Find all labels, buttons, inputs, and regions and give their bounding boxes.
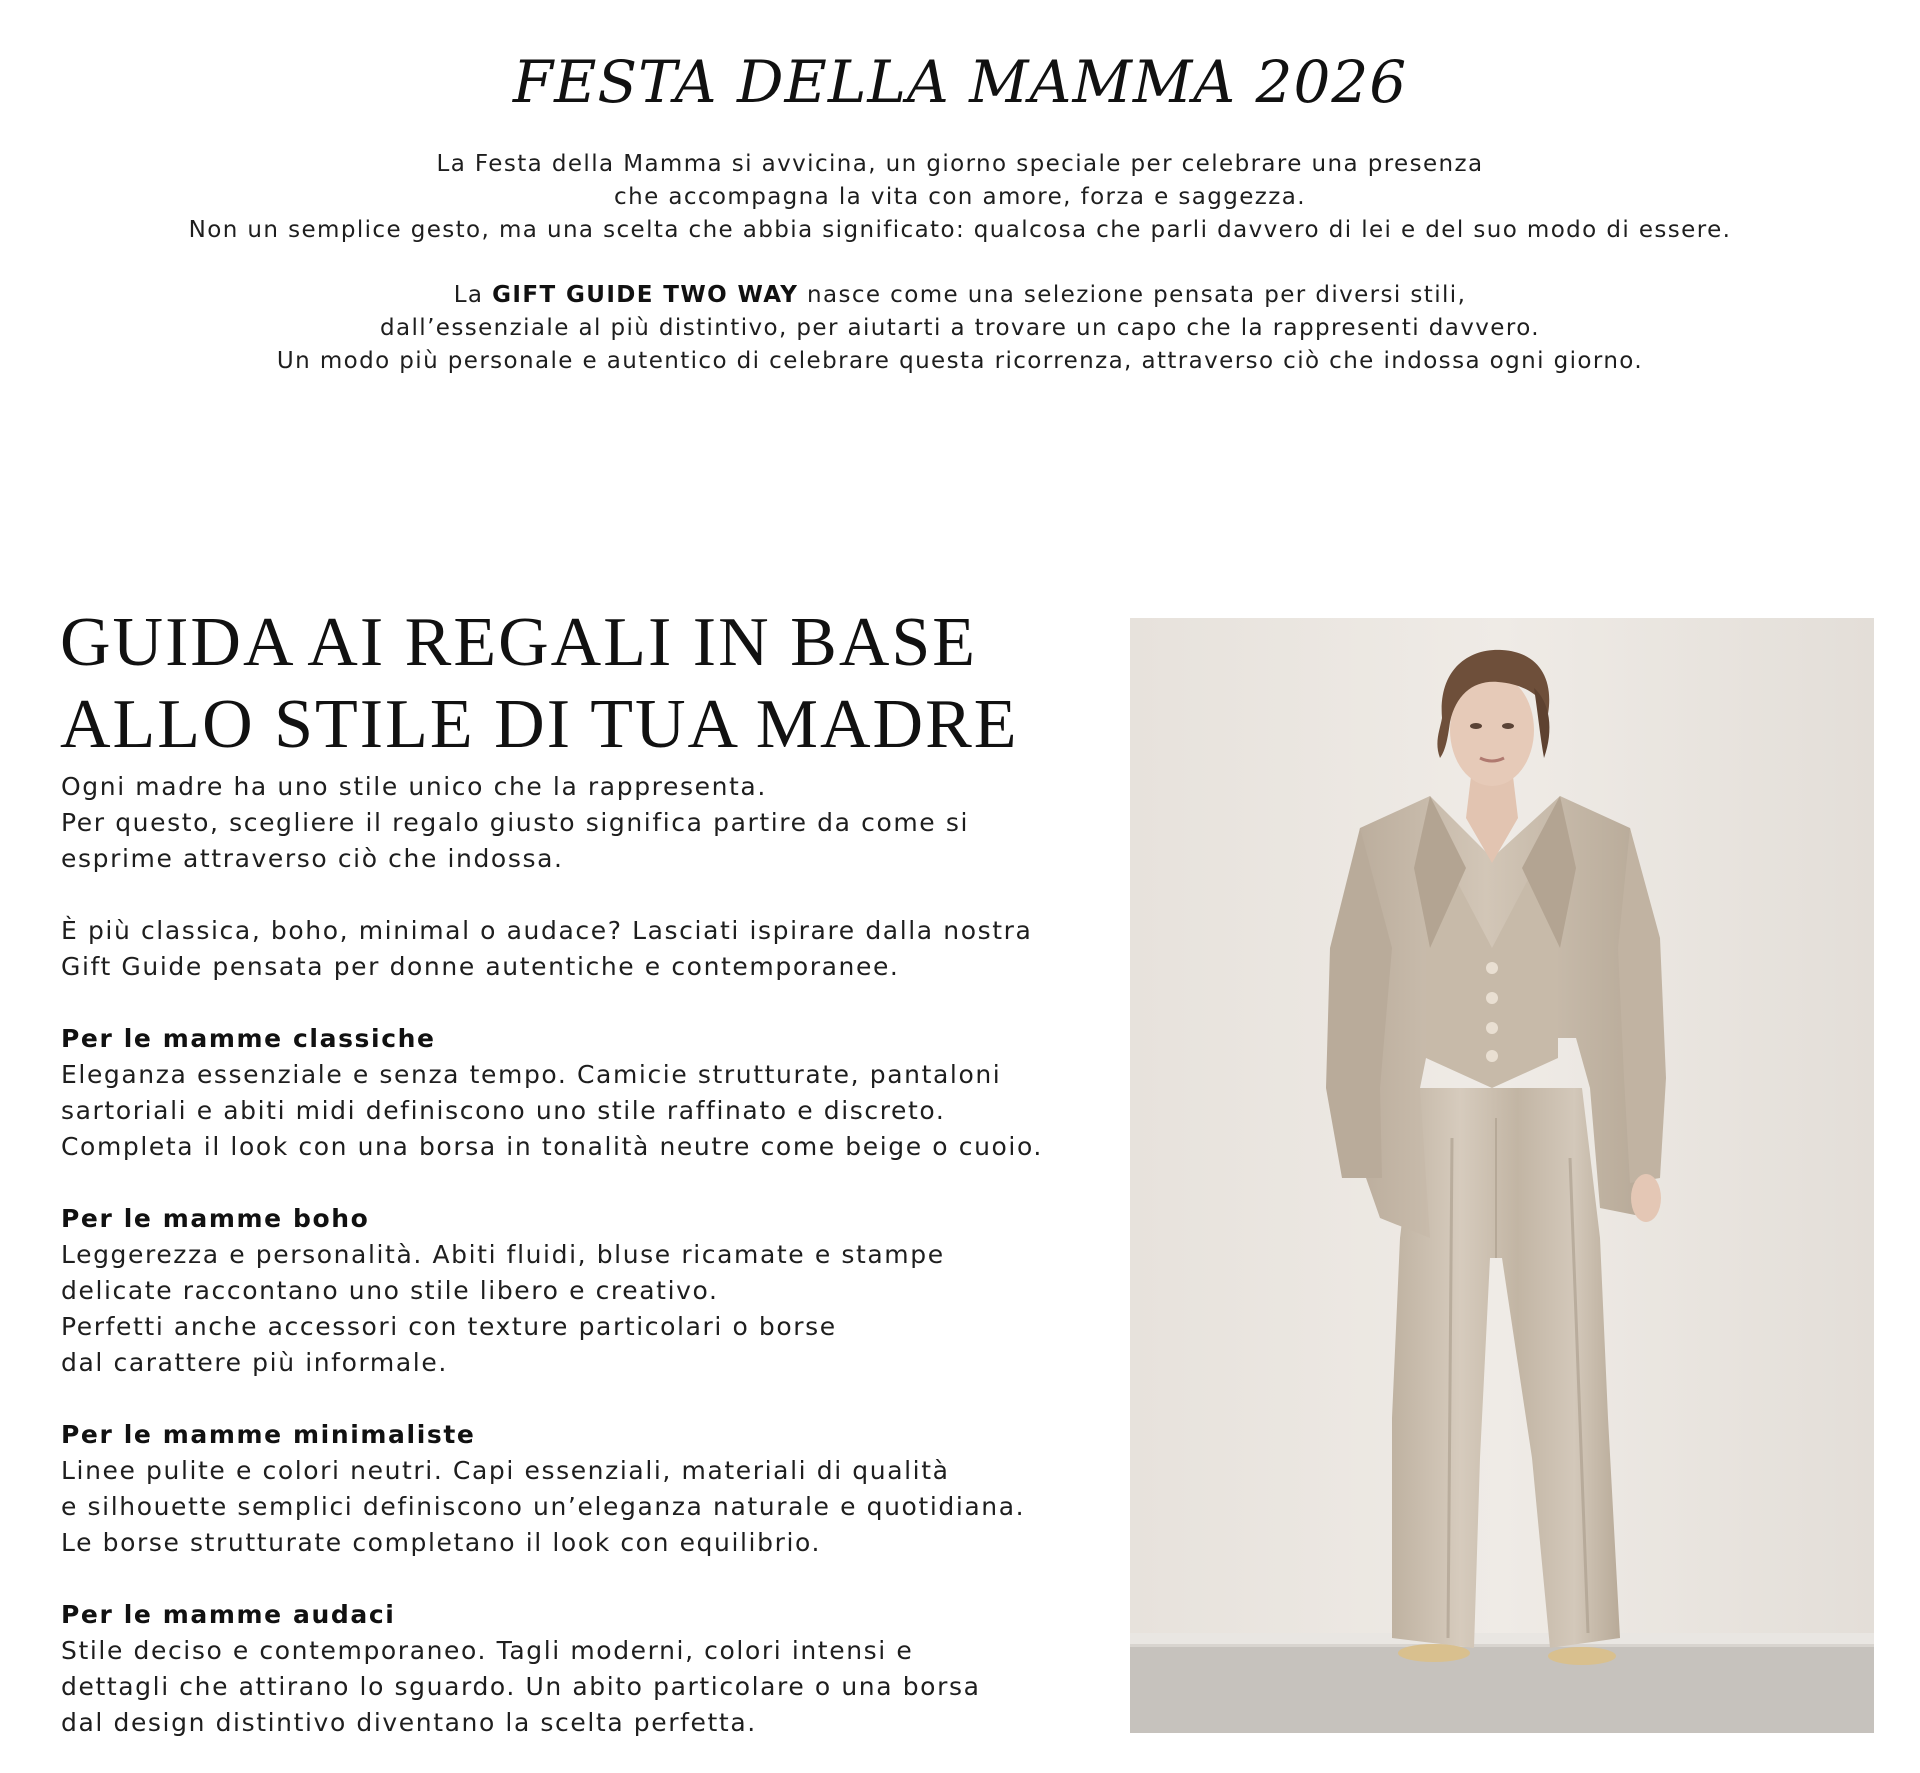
intro-line: dall’essenziale al più distintivo, per aiutarti a trovare un capo che la rappresenti davvero. bbox=[380, 315, 1540, 341]
guide-question-line: Gift Guide pensata per donne autentiche e contemporanee. bbox=[61, 952, 900, 981]
section-line: Eleganza essenziale e senza tempo. Camicie strutturate, pantaloni bbox=[61, 1060, 1002, 1089]
section-line: Linee pulite e colori neutri. Capi essenziali, materiali di qualità bbox=[61, 1456, 950, 1485]
gift-prefix: La bbox=[453, 282, 493, 308]
section-minimaliste bbox=[61, 1417, 1121, 1561]
shoe-right bbox=[1548, 1647, 1616, 1665]
section-line: Leggerezza e personalità. Abiti fluidi, bluse ricamate e stampe bbox=[61, 1240, 945, 1269]
intro-text bbox=[0, 148, 1920, 378]
intro-line: La Festa della Mamma si avvicina, un giorno speciale per celebrare una presenza bbox=[436, 151, 1484, 177]
guide-body bbox=[61, 769, 1121, 1773]
section-title: Per le mamme boho bbox=[61, 1204, 370, 1233]
section-line: sartoriali e abiti midi definiscono uno stile raffinato e discreto. bbox=[61, 1096, 946, 1125]
guide-intro-line: Per questo, scegliere il regalo giusto significa partire da come si bbox=[61, 808, 969, 837]
gift-guide-name: GIFT GUIDE TWO WAY bbox=[492, 282, 799, 308]
guide-question bbox=[61, 913, 1121, 985]
section-line: Stile deciso e contemporaneo. Tagli moderni, colori intensi e bbox=[61, 1636, 914, 1665]
section-line: Le borse strutturate completano il look con equilibrio. bbox=[61, 1528, 821, 1557]
section-line: Perfetti anche accessori con texture particolari o borse bbox=[61, 1312, 837, 1341]
page-title: FESTA DELLA MAMMA 2026 bbox=[512, 48, 1408, 116]
section-line: dettagli che attirano lo sguardo. Un abito particolare o una borsa bbox=[61, 1672, 981, 1701]
guide-question-line: È più classica, boho, minimal o audace? Lasciati ispirare dalla nostra bbox=[61, 916, 1033, 945]
section-audaci bbox=[61, 1597, 1121, 1741]
model-illustration bbox=[1130, 618, 1874, 1733]
guide-heading-line: ALLO STILE DI TUA MADRE bbox=[60, 686, 1019, 763]
guide-heading bbox=[60, 602, 1100, 766]
section-line: Completa il look con una borsa in tonalità neutre come beige o cuoio. bbox=[61, 1132, 1043, 1161]
intro-line: Un modo più personale e autentico di celebrare questa ricorrenza, attraverso ciò che indossa ogni giorno. bbox=[276, 348, 1644, 374]
section-boho bbox=[61, 1201, 1121, 1381]
section-line: delicate raccontano uno stile libero e creativo. bbox=[61, 1276, 719, 1305]
section-classiche bbox=[61, 1021, 1121, 1165]
section-line: dal design distintivo diventano la scelta perfetta. bbox=[61, 1708, 757, 1737]
section-line: e silhouette semplici definiscono un’eleganza naturale e quotidiana. bbox=[61, 1492, 1026, 1521]
guide-heading-line: GUIDA AI REGALI IN BASE bbox=[60, 604, 978, 681]
section-title: Per le mamme audaci bbox=[61, 1600, 396, 1629]
intro-line: Non un semplice gesto, ma una scelta che abbia significato: qualcosa che parli davvero di lei e del suo modo di essere. bbox=[188, 217, 1732, 243]
section-line: dal carattere più informale. bbox=[61, 1348, 448, 1377]
intro-line: che accompagna la vita con amore, forza e saggezza. bbox=[614, 184, 1306, 210]
guide-intro-line: esprime attraverso ciò che indossa. bbox=[61, 844, 564, 873]
section-title: Per le mamme minimaliste bbox=[61, 1420, 476, 1449]
gift-guide-line bbox=[0, 279, 1920, 312]
floor bbox=[1130, 1646, 1874, 1733]
guide-intro-line: Ogni madre ha uno stile unico che la rappresenta. bbox=[61, 772, 767, 801]
guide-intro bbox=[61, 769, 1121, 877]
model-photo bbox=[1130, 618, 1874, 1733]
hand-right bbox=[1631, 1174, 1661, 1222]
gift-suffix: nasce come una selezione pensata per diversi stili, bbox=[798, 282, 1467, 308]
shoe-left bbox=[1398, 1644, 1470, 1662]
section-title: Per le mamme classiche bbox=[61, 1024, 436, 1053]
